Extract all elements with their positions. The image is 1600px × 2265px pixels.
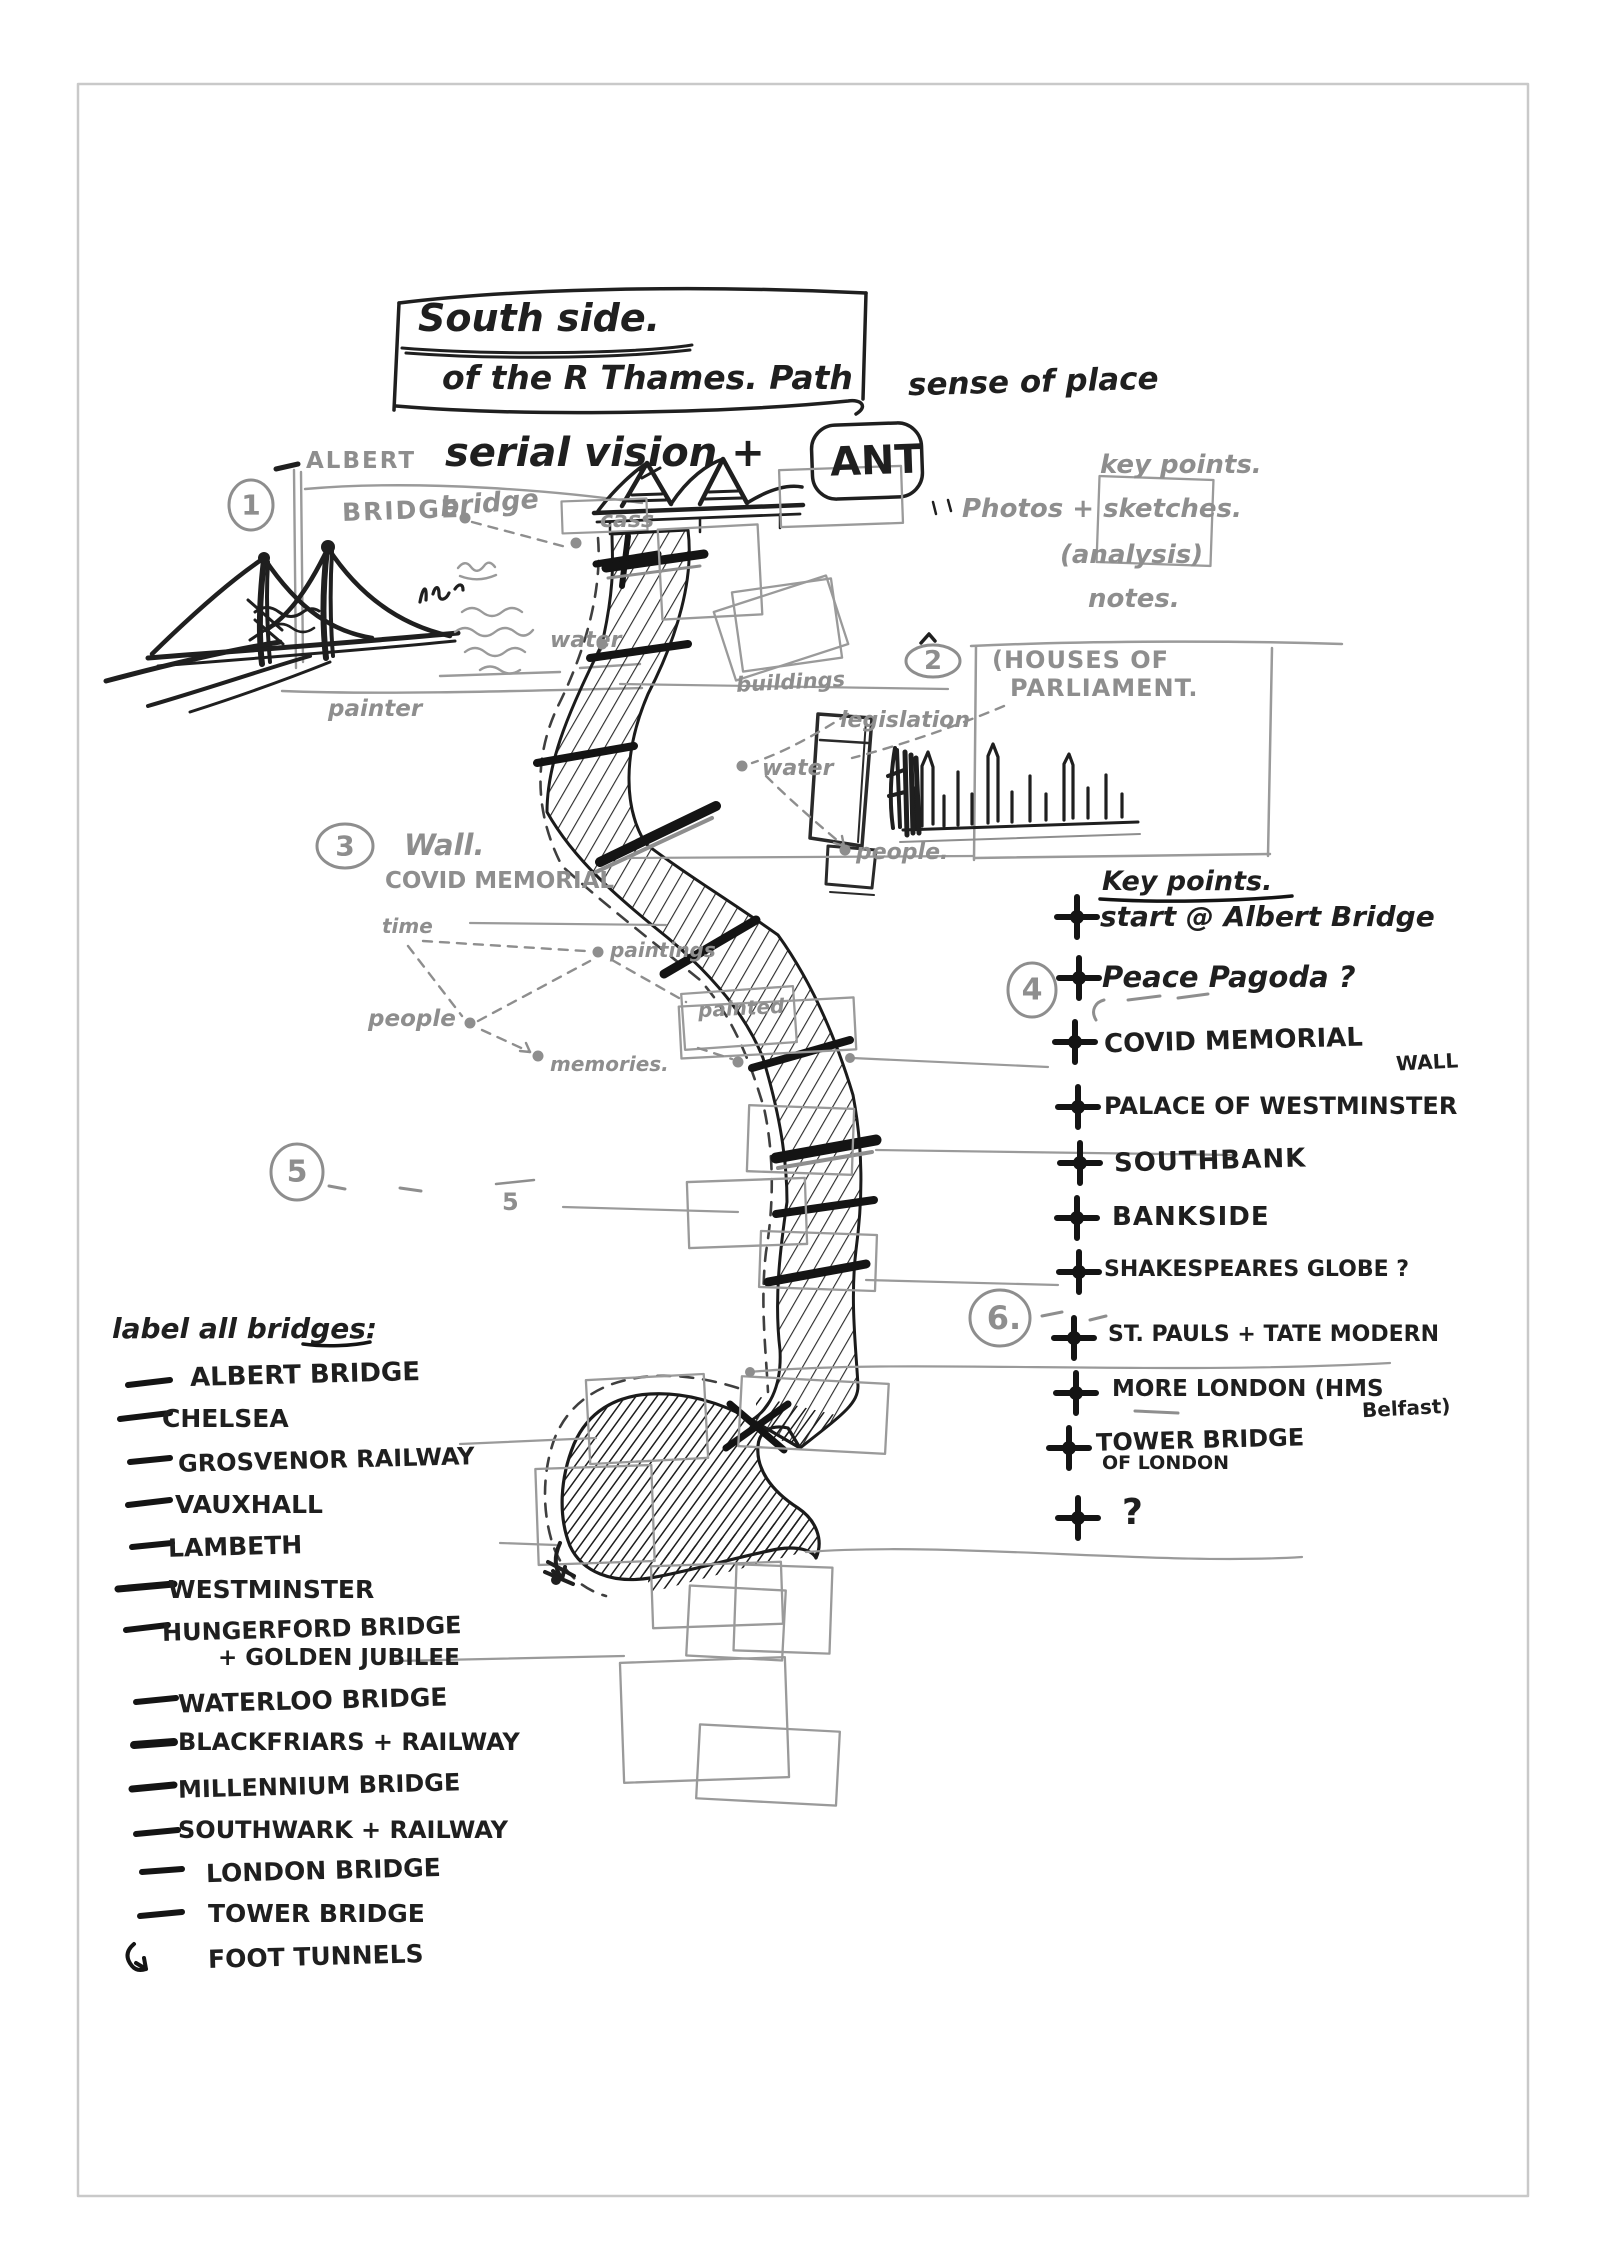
covid-memorial-label: COVID MEMORIAL (385, 868, 615, 894)
notes-key-points: key points. (1100, 450, 1262, 480)
notes-notes: notes. (1088, 584, 1180, 614)
key-point-item: COVID MEMORIAL (1103, 1022, 1364, 1060)
bridge-list-item: MILLENNIUM BRIDGE (177, 1768, 461, 1804)
bridge-list-item: GROSVENOR RAILWAY (177, 1442, 475, 1478)
key-point-item: ST. PAULS + TATE MODERN (1108, 1322, 1440, 1347)
ant-label: ANT (829, 436, 923, 486)
circled-number-4: 4 (1021, 972, 1043, 1008)
bridge-list-item: LONDON BRIDGE (205, 1852, 442, 1889)
buildings-label: buildings (735, 667, 846, 697)
key-point-item: SHAKESPEARES GLOBE ? (1104, 1257, 1410, 1282)
bridge-list-item: FOOT TUNNELS (207, 1939, 424, 1974)
people-web-label: people (368, 1006, 456, 1032)
painter-label: painter (328, 696, 423, 722)
key-point-item: Peace Pagoda ? (1102, 960, 1356, 994)
people-parliament-label: people. (856, 840, 949, 865)
key-point-item: MORE LONDON (HMS (1112, 1376, 1384, 1402)
circled-number-6: 6. (986, 1299, 1022, 1337)
key-point-item: TOWER BRIDGE (1095, 1423, 1305, 1457)
key-point-item: SOUTHBANK (1113, 1143, 1307, 1179)
key-point-item-sub: WALL (1395, 1048, 1459, 1076)
key-points-heading: Key points. (1102, 866, 1273, 897)
bridge-list-item: SOUTHWARK + RAILWAY (178, 1816, 508, 1844)
albert-bridge-sketch (106, 540, 463, 712)
memories-label: memories. (550, 1052, 669, 1076)
albert-label: ALBERT (306, 448, 417, 474)
paintings-label: paintings (610, 938, 716, 962)
serial-vision-label: serial vision + (445, 430, 765, 476)
bridge-list-item: LAMBETH (167, 1530, 303, 1563)
legislation-label: legislation (840, 708, 971, 733)
circled-number-5: 5 (286, 1154, 308, 1190)
time-label: time (382, 914, 433, 938)
water-top-label: water (550, 628, 622, 653)
key-point-item-sub: Belfast) (1361, 1393, 1452, 1423)
bridge-list-item-line2: + GOLDEN JUBILEE (218, 1645, 460, 1671)
page-title-line1: South side. (418, 296, 661, 340)
wall-label: Wall. (404, 828, 485, 862)
bridge-list-item: TOWER BRIDGE (208, 1899, 425, 1928)
cass-label: cass (600, 508, 655, 533)
painted-label: painted (697, 993, 785, 1023)
bridge-caps-label: BRIDGE (341, 493, 461, 528)
bridge-list-item: BLACKFRIARS + RAILWAY (178, 1728, 520, 1756)
circled-number-3: 3 (335, 829, 355, 863)
bridge-list-item: VAUXHALL (175, 1490, 323, 1519)
key-point-item: BANKSIDE (1112, 1202, 1270, 1232)
sense-of-place-note: sense of place (907, 360, 1159, 404)
page-title-line2: of the R Thames. Path (442, 358, 853, 397)
bridge-list-item: HUNGERFORD BRIDGE (161, 1611, 462, 1647)
key-point-item-sub: OF LONDON (1102, 1452, 1230, 1474)
bridge-list-item: ALBERT BRIDGE (189, 1356, 421, 1394)
key-point-item: PALACE OF WESTMINSTER (1104, 1092, 1458, 1120)
key-point-item: ? (1122, 1492, 1143, 1533)
key-point-item: start @ Albert Bridge (1100, 900, 1435, 933)
bridge-script-label: bridge (438, 483, 541, 524)
small-five-label: 5 (502, 1188, 519, 1216)
notes-photos-sketches: Photos + sketches. (962, 494, 1242, 524)
circled-number-2: 2 (923, 646, 943, 676)
bridge-list-item: WESTMINSTER (168, 1575, 375, 1604)
bridge-list-item: CHELSEA (162, 1404, 289, 1433)
notes-analysis: (analysis) (1060, 540, 1204, 570)
water-mid-label: water (762, 756, 834, 781)
bridge-list-item: WATERLOO BRIDGE (177, 1682, 448, 1719)
bridge-list-heading: label all bridges: (112, 1312, 378, 1345)
palace-box-sketch (810, 714, 876, 895)
houses-line1-label: (HOUSES OF (992, 646, 1170, 674)
houses-line2-label: PARLIAMENT. (1010, 674, 1199, 702)
circled-number-1: 1 (241, 488, 261, 522)
